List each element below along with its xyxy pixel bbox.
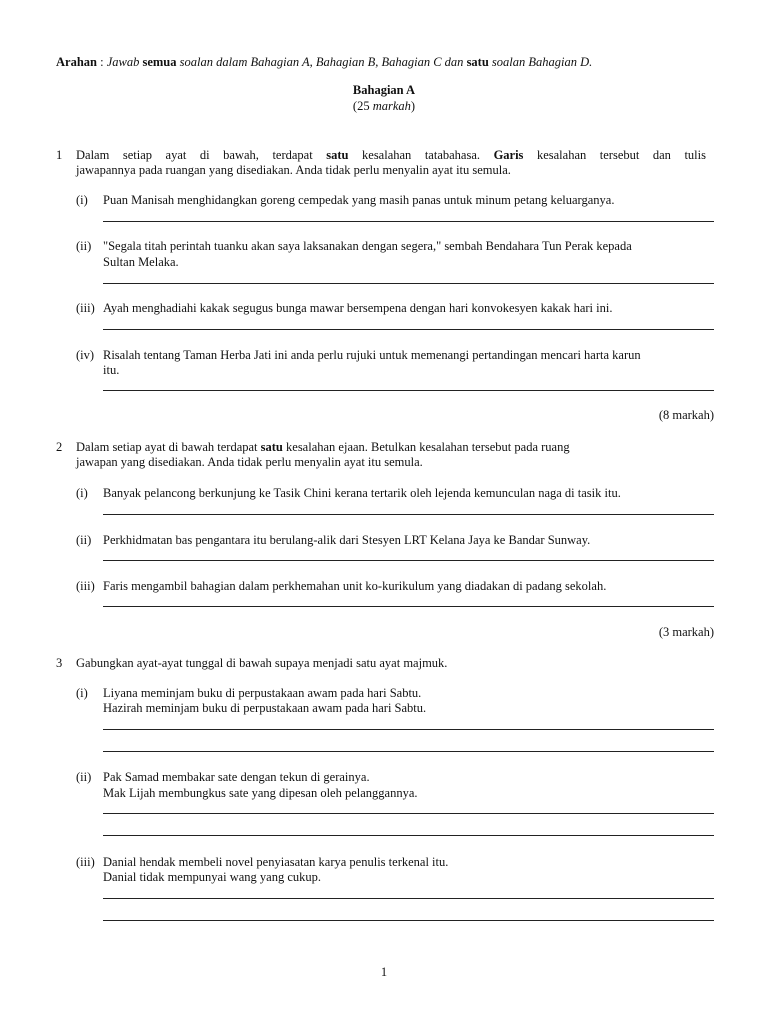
q3-item-3-line1: Danial hendak membeli novel penyiasatan karya penulis terkenal itu.	[103, 855, 449, 869]
q1-item-4-text: Risalah tentang Taman Herba Jati ini anda perlu rujuki untuk memenangi pertandingan mencari harta karun	[103, 348, 641, 362]
section-title: Bahagian A	[352, 83, 416, 97]
q3-item-2-line1: Pak Samad membakar sate dengan tekun di gerainya.	[103, 770, 370, 784]
q1-text-a: Dalam setiap ayat di bawah, terdapat	[76, 148, 327, 162]
section-marks	[0, 99, 768, 114]
q2-item-1-text: Banyak pelancong berkunjung ke Tasik Chini kerana tertarik oleh lejenda kemunculan naga di tasik itu.	[103, 486, 621, 500]
q1-text-b: satu	[326, 148, 349, 162]
q1-item-3-text: Ayah menghadiahi kakak segugus bunga mawar bersempena dengan hari konvokesyen kakak hari ini.	[103, 301, 613, 315]
question-1-line1	[76, 148, 706, 163]
q1-item-1-number: (i)	[76, 193, 88, 207]
section-marks-close: )	[410, 99, 416, 113]
q1-text-d: Garis	[493, 148, 524, 162]
instruction-label: Arahan	[56, 55, 97, 69]
q3-item-1-line1: Liyana meminjam buku di perpustakaan awam pada hari Sabtu.	[103, 686, 422, 700]
instruction-b2: satu	[466, 55, 489, 69]
question-3-text: Gabungkan ayat-ayat tunggal di bawah supaya menjadi satu ayat majmuk.	[76, 656, 448, 670]
section-marks-word: markah	[372, 99, 411, 113]
q1-item-2-text-cont: Sultan Melaka.	[103, 255, 179, 269]
question-2-line1	[76, 440, 706, 455]
instruction-sep: :	[96, 55, 107, 69]
answer-line[interactable]	[103, 920, 714, 921]
q3-item-1-line2: Hazirah meminjam buku di perpustakaan awam pada hari Sabtu.	[103, 701, 427, 715]
q1-item-2-text: "Segala titah perintah tuanku akan saya laksanakan dengan segera," sembah Bendahara Tun Perak kepada	[103, 239, 632, 253]
question-2-line2: jawapan yang disediakan. Anda tidak perlu menyalin ayat itu semula.	[76, 455, 423, 469]
instruction	[56, 55, 716, 70]
answer-line[interactable]	[103, 390, 714, 391]
instruction-b1: semua	[142, 55, 177, 69]
q2-item-1-number: (i)	[76, 486, 88, 500]
q2-item-2-text: Perkhidmatan bas pengantara itu berulang-alik dari Stesyen LRT Kelana Jaya ke Bandar Sunway.	[103, 533, 591, 547]
answer-line[interactable]	[103, 560, 714, 561]
answer-line[interactable]	[103, 835, 714, 836]
q2-marks: (3 markah)	[658, 625, 714, 639]
answer-line[interactable]	[103, 329, 714, 330]
q3-item-3-number: (iii)	[76, 855, 95, 869]
q2-item-3-number: (iii)	[76, 579, 95, 593]
q1-item-3-number: (iii)	[76, 301, 95, 315]
question-1-number: 1	[56, 148, 63, 162]
q2-text-b: satu	[260, 440, 283, 454]
q3-item-2-number: (ii)	[76, 770, 92, 784]
q2-text-a: Dalam setiap ayat di bawah terdapat	[76, 440, 261, 454]
question-2-number: 2	[56, 440, 63, 454]
q1-item-1-text: Puan Manisah menghidangkan goreng cempedak yang masih panas untuk minum petang keluarganya.	[103, 193, 615, 207]
instruction-p3: soalan Bahagian D.	[488, 55, 593, 69]
page-number: 1	[380, 965, 388, 979]
answer-line[interactable]	[103, 813, 714, 814]
instruction-p2: soalan dalam Bahagian A, Bahagian B, Bahagian C dan	[176, 55, 467, 69]
answer-line[interactable]	[103, 606, 714, 607]
q1-text-e: kesalahan tersebut dan tulis	[523, 148, 706, 162]
q1-marks: (8 markah)	[658, 408, 714, 422]
q2-text-c: kesalahan ejaan. Betulkan kesalahan tersebut pada ruang	[282, 440, 570, 454]
q1-item-4-text-cont: itu.	[103, 363, 120, 377]
q3-item-1-number: (i)	[76, 686, 88, 700]
q1-text-c: kesalahan tatabahasa.	[348, 148, 494, 162]
q3-item-3-line2: Danial tidak mempunyai wang yang cukup.	[103, 870, 321, 884]
instruction-p1: Jawab	[106, 55, 143, 69]
q3-item-2-line2: Mak Lijah membungkus sate yang dipesan oleh pelanggannya.	[103, 786, 418, 800]
q1-item-4-number: (iv)	[76, 348, 95, 362]
q1-item-2-number: (ii)	[76, 239, 92, 253]
q2-item-3-text: Faris mengambil bahagian dalam perkhemahan unit ko-kurikulum yang diadakan di padang sekolah.	[103, 579, 607, 593]
answer-line[interactable]	[103, 283, 714, 284]
answer-line[interactable]	[103, 751, 714, 752]
question-3-number: 3	[56, 656, 63, 670]
q2-item-2-number: (ii)	[76, 533, 92, 547]
question-1-line2: jawapannya pada ruangan yang disediakan. Anda tidak perlu menyalin ayat itu semula.	[76, 163, 511, 177]
answer-line[interactable]	[103, 898, 714, 899]
section-marks-open: (25	[352, 99, 373, 113]
answer-line[interactable]	[103, 729, 714, 730]
answer-line[interactable]	[103, 221, 714, 222]
answer-line[interactable]	[103, 514, 714, 515]
